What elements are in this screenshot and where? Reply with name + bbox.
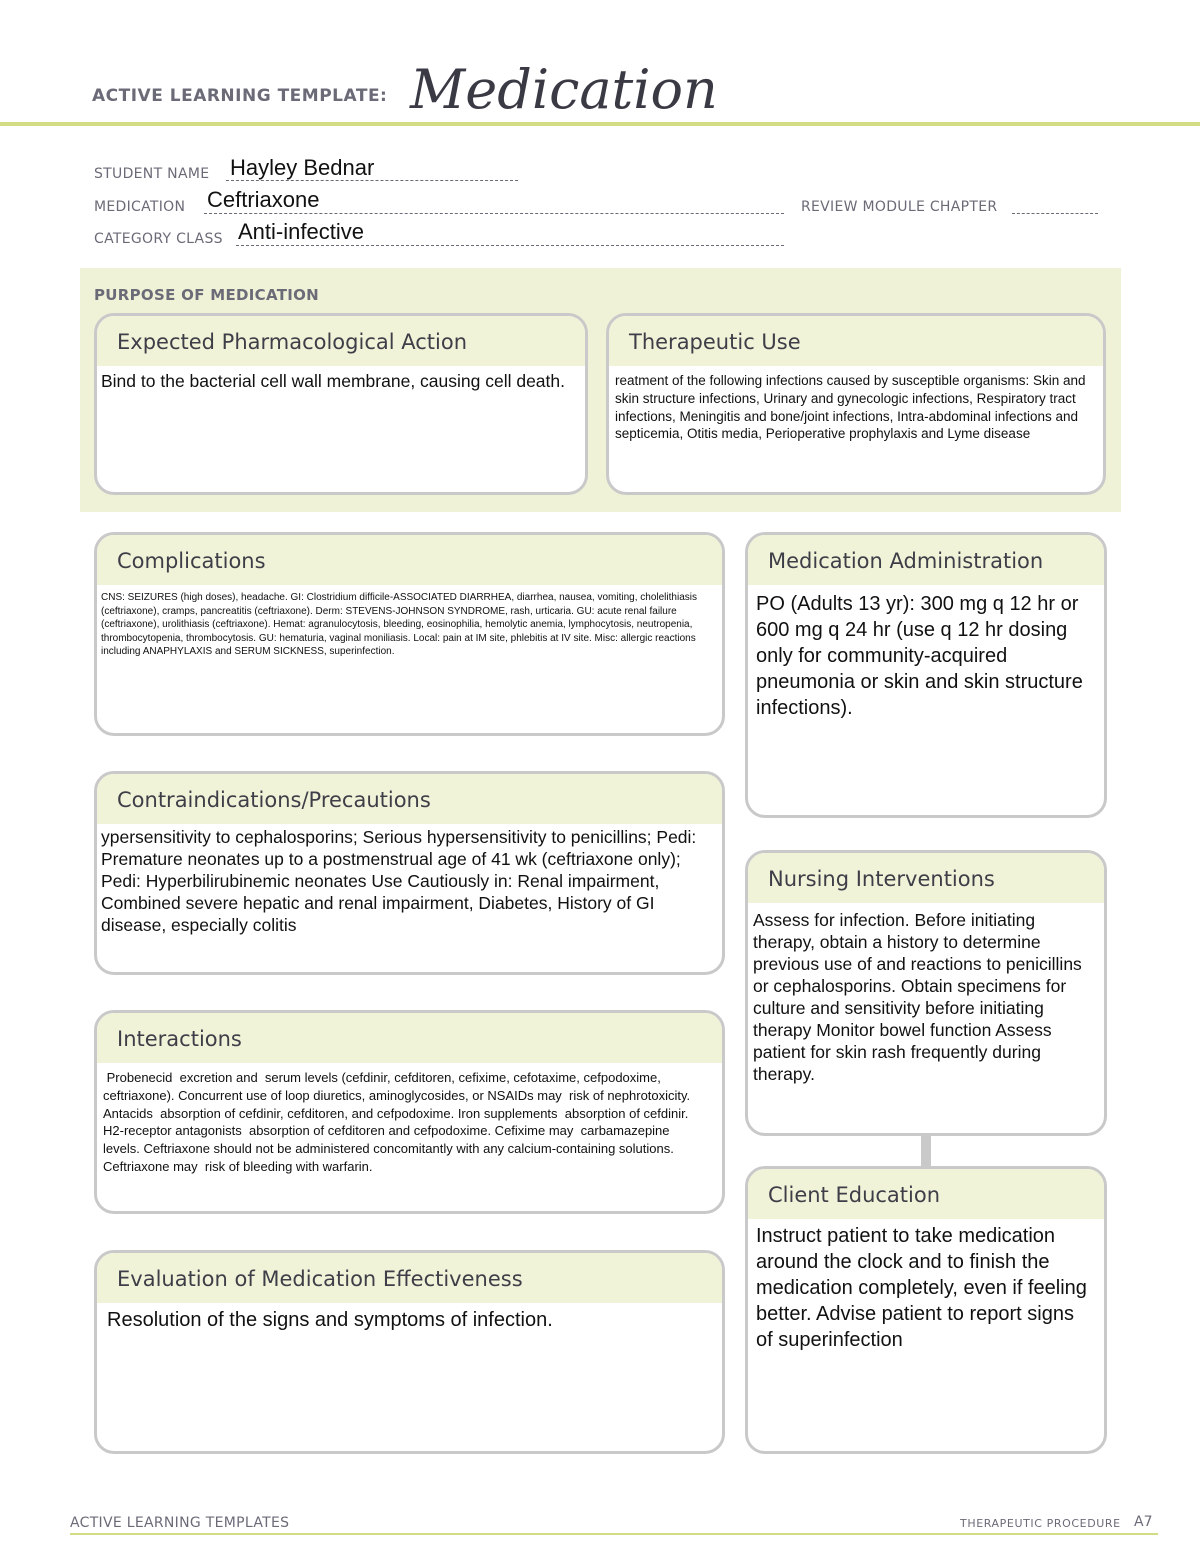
client-education-box — [745, 1166, 1107, 1454]
medication-label: MEDICATION — [94, 199, 186, 215]
therapeutic-use-heading: Therapeutic Use — [609, 316, 1103, 366]
review-module-label: REVIEW MODULE CHAPTER — [801, 199, 998, 215]
category-class-line — [236, 245, 784, 246]
header-divider — [0, 122, 1200, 126]
medication-administration-heading: Medication Administration — [748, 535, 1104, 585]
page-title: Medication — [410, 58, 718, 121]
purpose-title: PURPOSE OF MEDICATION — [94, 286, 320, 304]
footer-divider — [70, 1533, 1158, 1535]
medication-administration-box — [745, 532, 1107, 818]
client-education-text[interactable]: Instruct patient to take medication around the clock and to finish the medication completely, even if feeling better. Advise patient to report signs of superinfection — [756, 1225, 1087, 1351]
nursing-interventions-text[interactable]: Assess for infection. Before initiating therapy, obtain a history to determine previous use of and reactions to penicillins or cephalosporins. Obtain specimens for culture and sensitivity before initiating therapy Monitor bowel function Assess patient for skin rash frequently during therapy. — [753, 910, 1082, 1084]
box-connector — [921, 1136, 931, 1166]
page-number: A7 — [1134, 1514, 1153, 1530]
evaluation-box — [94, 1250, 725, 1454]
expected-action-box — [94, 313, 588, 495]
interactions-box — [94, 1010, 725, 1214]
contraindications-text[interactable]: ypersensitivity to cephalosporins; Serious hypersensitivity to penicillins; Pedi: Premature neonates up to a postmenstrual age of 41 wk (ceftriaxone only); Pedi: Hyperbilirubinemic neonates Use Cautiously in: Renal impairment, Combined severe hepatic and renal impairment, Diabetes, History of GI disease, especially colitis — [101, 827, 697, 935]
complications-box — [94, 532, 725, 736]
medication-administration-text[interactable]: PO (Adults 13 yr): 300 mg q 12 hr or 600 mg q 24 hr (use q 12 hr dosing only for community-acquired pneumonia or skin and skin structure infections). — [756, 593, 1083, 719]
contraindications-heading: Contraindications/Precautions — [97, 774, 722, 824]
expected-action-text[interactable]: Bind to the bacterial cell wall membrane, causing cell death. — [101, 371, 565, 391]
nursing-interventions-box — [745, 850, 1107, 1136]
medication-field[interactable]: Ceftriaxone — [207, 187, 320, 212]
category-class-field[interactable]: Anti-infective — [238, 219, 364, 244]
therapeutic-use-text[interactable]: reatment of the following infections caused by susceptible organisms: Skin and skin structure infections, Urinary and gynecologic infections, Respiratory tract infections, Meningitis and bone/joint infections, Intra-abdominal infections and septicemia, Otitis media, Perioperative prophylaxis and Lyme disease — [615, 373, 1086, 442]
contraindications-box — [94, 771, 725, 975]
footer-right: THERAPEUTIC PROCEDURE — [960, 1517, 1121, 1530]
student-name-field[interactable]: Hayley Bednar — [230, 155, 375, 180]
nursing-interventions-heading: Nursing Interventions — [748, 853, 1104, 903]
interactions-text[interactable]: Probenecid excretion and serum levels (cefdinir, cefditoren, cefixime, cefotaxime, cefpodoxime, ceftriaxone). Concurrent use of loop diuretics, aminoglycosides, or NSAIDs may risk of nephrotoxicity. Antacids absorption of cefdinir, cefditoren, and cefpodoxime. Iron supplements absorption of cefdinir. H2-receptor antagonists absorption of cefditoren and cefpodoxime. Cefixime may carbamazepine levels. Ceftriaxone should not be administered concomitantly with any calcium-containing solutions. Ceftriaxone may risk of bleeding with warfarin. — [103, 1070, 694, 1174]
complications-text[interactable]: CNS: SEIZURES (high doses), headache. GI: Clostridium difficile-ASSOCIATED DIARRHEA, diarrhea, nausea, vomiting, cholelithiasis (ceftriaxone), cramps, pancreatitis (ceftriaxone). Derm: STEVENS-JOHNSON SYNDROME, rash, urticaria. GU: acute renal failure (ceftriaxone), urolithiasis (ceftriaxone). Hemat: agranulocytosis, bleeding, eosinophilia, hemolytic anemia, lymphocytosis, neutropenia, thrombocytopenia, thrombocytosis. GU: hematuria, vaginal moniliasis. Local: pain at IM site, phlebitis at IV site. Misc: allergic reactions including ANAPHYLAXIS and SERUM SICKNESS, superinfection. — [101, 592, 697, 657]
evaluation-text[interactable]: Resolution of the signs and symptoms of infection. — [107, 1309, 553, 1331]
template-label: ACTIVE LEARNING TEMPLATE: — [92, 86, 388, 106]
therapeutic-use-box — [606, 313, 1106, 495]
category-class-label: CATEGORY CLASS — [94, 231, 223, 247]
complications-heading: Complications — [97, 535, 722, 585]
interactions-heading: Interactions — [97, 1013, 722, 1063]
medication-line — [204, 213, 784, 214]
client-education-heading: Client Education — [748, 1169, 1104, 1219]
evaluation-heading: Evaluation of Medication Effectiveness — [97, 1253, 722, 1303]
review-module-line — [1012, 213, 1098, 214]
footer-left: ACTIVE LEARNING TEMPLATES — [70, 1515, 290, 1531]
student-name-label: STUDENT NAME — [94, 166, 210, 182]
expected-action-heading: Expected Pharmacological Action — [97, 316, 585, 366]
